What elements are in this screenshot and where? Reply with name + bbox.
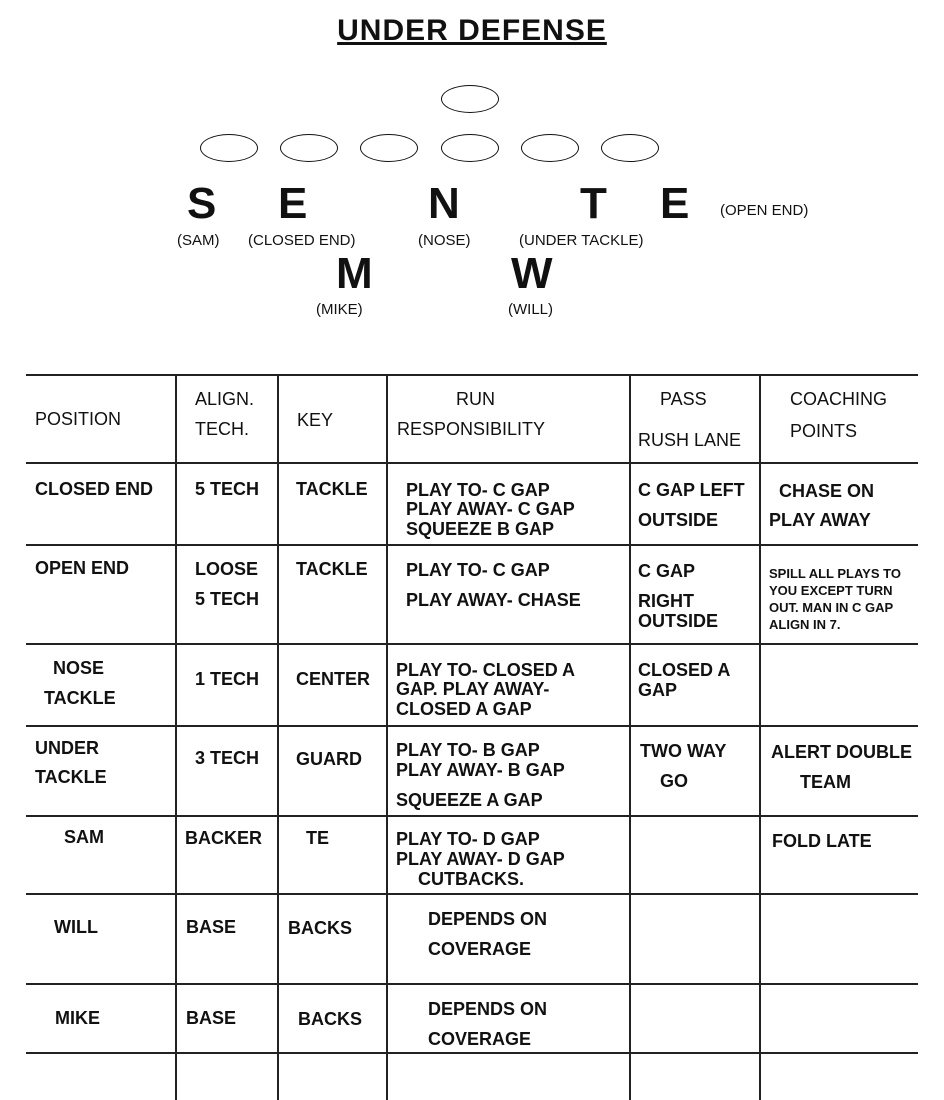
table-rule: [26, 643, 918, 645]
header-position: POSITION: [35, 409, 122, 429]
coaching-cell: FOLD LATE: [772, 831, 872, 851]
key-cell: TACKLE: [296, 559, 368, 579]
run-cell: PLAY TO- CLOSED A: [396, 660, 576, 680]
run-cell: PLAY TO- C GAP: [406, 560, 550, 580]
run-cell: CUTBACKS.: [418, 869, 524, 889]
pass-cell: OUTSIDE: [638, 611, 719, 631]
key-cell: GUARD: [296, 749, 362, 769]
align-cell: LOOSE: [195, 559, 259, 579]
align-cell: BASE: [186, 1008, 237, 1028]
align-cell: BACKER: [185, 828, 263, 848]
table-rule: [26, 374, 918, 376]
position-cell: TACKLE: [35, 767, 107, 787]
lineman-oval-icon: [360, 134, 418, 162]
run-cell: PLAY TO- D GAP: [396, 829, 540, 849]
table-rule: [26, 725, 918, 727]
sam-label: (SAM): [177, 232, 220, 249]
header-run: RUN: [456, 389, 495, 409]
open-end-label: (OPEN END): [720, 202, 809, 219]
key-cell: BACKS: [288, 918, 353, 938]
position-cell: OPEN END: [35, 558, 130, 578]
position-cell: WILL: [54, 917, 98, 937]
position-cell: TACKLE: [44, 688, 116, 708]
pass-cell: TWO WAY: [640, 741, 727, 761]
mike-letter: M: [336, 249, 373, 298]
table-rule: [26, 983, 918, 985]
lineman-oval-icon: [521, 134, 579, 162]
table-rule: [26, 815, 918, 817]
coaching-cell: YOU EXCEPT TURN: [769, 583, 893, 598]
align-cell: 5 TECH: [195, 589, 260, 609]
pass-cell: RIGHT: [638, 591, 694, 611]
run-cell: PLAY AWAY- C GAP: [406, 499, 575, 519]
pass-cell: CLOSED A: [638, 660, 731, 680]
header-points: POINTS: [790, 421, 858, 441]
nose-label: (NOSE): [418, 232, 471, 249]
nose-letter: N: [428, 179, 460, 228]
align-cell: BASE: [186, 917, 237, 937]
header-align: ALIGN.: [195, 389, 255, 409]
sam-letter: S: [187, 179, 217, 228]
key-cell: CENTER: [296, 669, 371, 689]
table-column-rule: [759, 374, 761, 1100]
position-cell: MIKE: [55, 1008, 100, 1028]
table-column-rule: [386, 374, 388, 1100]
under-tackle-letter: T: [580, 179, 607, 228]
run-cell: DEPENDS ON: [428, 909, 548, 929]
table-rule: [26, 1052, 918, 1054]
run-cell: PLAY TO- C GAP: [406, 480, 550, 500]
table-column-rule: [277, 374, 279, 1100]
will-label: (WILL): [508, 301, 553, 318]
coaching-cell: SPILL ALL PLAYS TO: [769, 566, 901, 581]
run-cell: PLAY TO- B GAP: [396, 740, 540, 760]
align-cell: 5 TECH: [195, 479, 260, 499]
pass-cell: C GAP LEFT: [638, 480, 745, 500]
run-cell: PLAY AWAY- CHASE: [406, 590, 581, 610]
pass-cell: OUTSIDE: [638, 510, 719, 530]
position-cell: UNDER: [35, 738, 100, 758]
coaching-cell: CHASE ON: [779, 481, 875, 501]
align-cell: 3 TECH: [195, 748, 260, 768]
key-cell: TACKLE: [296, 479, 368, 499]
will-letter: W: [511, 249, 553, 298]
lineman-oval-icon: [200, 134, 258, 162]
page-title: UNDER DEFENSE: [337, 14, 607, 47]
key-cell: BACKS: [298, 1009, 363, 1029]
header-tech: TECH.: [195, 419, 249, 439]
table-column-rule: [175, 374, 177, 1100]
lineman-oval-icon: [601, 134, 659, 162]
key-cell: TE: [306, 828, 330, 848]
position-cell: NOSE: [53, 658, 105, 678]
run-cell: CLOSED A GAP: [396, 699, 532, 719]
lineman-oval-icon: [280, 134, 338, 162]
run-cell: COVERAGE: [428, 939, 532, 959]
run-cell: COVERAGE: [428, 1029, 532, 1049]
coaching-cell: PLAY AWAY: [769, 510, 871, 530]
coaching-cell: ALIGN IN 7.: [769, 617, 841, 632]
run-cell: DEPENDS ON: [428, 999, 548, 1019]
mike-label: (MIKE): [316, 301, 363, 318]
table-rule: [26, 893, 918, 895]
closed-end-letter: E: [278, 179, 308, 228]
header-coaching: COACHING: [790, 389, 888, 409]
table-rule: [26, 544, 918, 546]
coaching-cell: TEAM: [800, 772, 851, 792]
header-rush-lane: RUSH LANE: [638, 430, 742, 450]
open-end-letter: E: [660, 179, 690, 228]
align-cell: 1 TECH: [195, 669, 260, 689]
under-tackle-label: (UNDER TACKLE): [519, 232, 644, 249]
position-cell: SAM: [64, 827, 104, 847]
position-cell: CLOSED END: [35, 479, 154, 499]
pass-cell: GO: [660, 771, 689, 791]
table-column-rule: [629, 374, 631, 1100]
header-pass: PASS: [660, 389, 707, 409]
run-cell: PLAY AWAY- B GAP: [396, 760, 565, 780]
run-cell: PLAY AWAY- D GAP: [396, 849, 565, 869]
center-oval-icon: [441, 85, 499, 113]
run-cell: SQUEEZE A GAP: [396, 790, 543, 810]
table-rule: [26, 462, 918, 464]
pass-cell: C GAP: [638, 561, 696, 581]
header-responsibility: RESPONSIBILITY: [397, 419, 546, 439]
pass-cell: GAP: [638, 680, 678, 700]
lineman-oval-icon: [441, 134, 499, 162]
coaching-cell: ALERT DOUBLE: [771, 742, 912, 762]
coaching-cell: OUT. MAN IN C GAP: [769, 600, 894, 615]
header-key: KEY: [297, 410, 334, 430]
run-cell: SQUEEZE B GAP: [406, 519, 555, 539]
run-cell: GAP. PLAY AWAY-: [396, 679, 550, 699]
closed-end-label: (CLOSED END): [248, 232, 356, 249]
